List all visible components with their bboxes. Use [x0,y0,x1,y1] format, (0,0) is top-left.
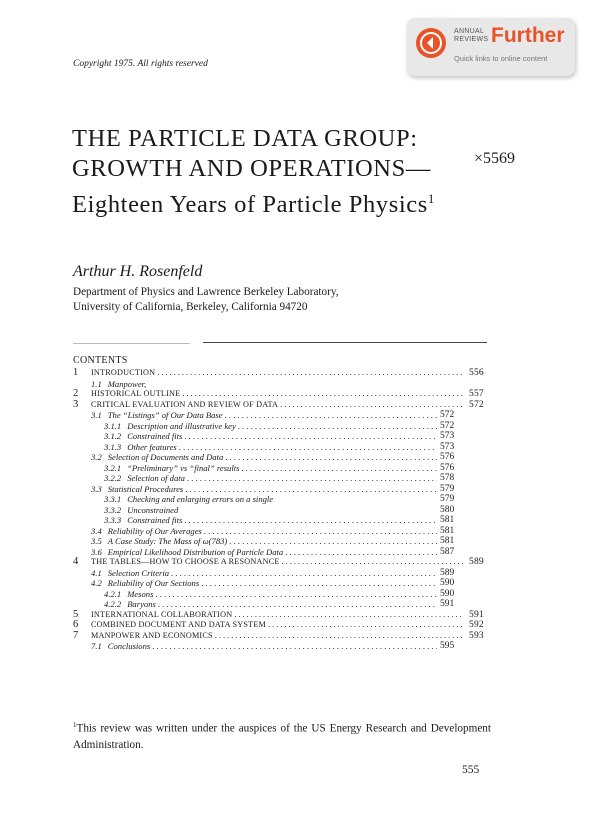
toc-page-number: 581 [437,526,454,536]
toc-entry-text: Unconstrained [127,504,179,515]
toc-entry[interactable] [73,431,493,442]
toc-entry-text: Reliability of Our Sections [107,578,200,588]
toc-entry[interactable] [73,463,493,474]
toc-entry-text: MANPOWER AND ECONOMICS [91,630,213,640]
footnote-text: This review was written under the auspices of the US Energy Research and Development Administration. [73,722,491,751]
toc-entry-title [91,368,463,378]
toc-subsection-number: 3.1 [91,410,102,420]
toc-entry[interactable] [73,389,493,400]
toc-entry[interactable] [73,368,493,379]
toc-entry-text: CRITICAL EVALUATION AND REVIEW OF DATA [91,399,279,409]
toc-subsection-number: 3.1.1 [104,420,122,431]
toc-section-number: 6 [73,619,79,630]
toc-entry-text: INTERNATIONAL COLLABORATION [91,609,233,619]
toc-entry-text: HISTORICAL OUTLINE [91,389,181,398]
toc-subsection-number: 3.3 [91,483,102,494]
toc-page-number: 587 [437,547,454,557]
arrow-left-icon [416,28,446,58]
divider-long [203,342,487,343]
toc-page-number: 591 [437,599,454,609]
toc-subsection-number: 4.2.2 [104,599,122,609]
toc-entry[interactable] [73,442,493,453]
document-id: ×5569 [474,150,516,167]
toc-page-number: 572 [437,410,454,420]
article-title-text: THE PARTICLE DATA GROUP: GROWTH AND OPERATIONS—Eighteen Years of Particle Physics [72,125,431,219]
toc-entry-text: Other features [127,441,177,452]
toc-entry-title [91,410,437,420]
toc-entry-text: Empirical Likelihood Distribution of Particle Data [107,546,284,557]
toc-entry-title [91,526,437,536]
toc-entry-title [91,578,437,588]
toc-subsection-number: 3.3.2 [104,504,122,515]
toc-page-number: 591 [466,610,484,620]
contents-heading: CONTENTS [73,355,128,366]
toc-page-number: 576 [437,452,454,462]
toc-subsection-number: 3.2.1 [104,462,122,473]
toc-page-number: 576 [437,463,454,473]
toc-subsection-number: 4.1 [91,567,102,578]
toc-entry[interactable] [73,526,493,537]
toc-entry[interactable] [73,641,493,652]
toc-page-number: 557 [466,389,484,399]
toc-subsection-number: 4.2.1 [104,588,122,599]
toc-entry-title [104,473,437,483]
toc-entry-text: Constrained fits [127,515,183,525]
toc-page-number: 593 [466,631,484,641]
toc-entry[interactable] [73,536,493,547]
badge-subtitle: Quick links to online content [454,54,548,63]
toc-subsection-number: 7.1 [91,641,102,651]
toc-page-number: 573 [437,431,454,441]
toc-entry-title [104,421,437,431]
toc-entry[interactable] [73,410,493,421]
affiliation-line1: Department of Physics and Lawrence Berkeley Laboratory, [73,286,339,298]
toc-entry[interactable] [73,452,493,463]
badge-line2: REVIEWS [454,36,489,43]
toc-entry-title [104,599,437,609]
toc-entry[interactable] [73,494,493,505]
toc-section-number: 5 [73,608,79,620]
further-badge[interactable] [407,18,575,76]
toc-entry-title [91,641,437,651]
toc-section-number: 2 [73,388,79,399]
toc-section-number: 1 [73,367,79,378]
toc-entry-text: Constrained fits [127,431,183,441]
toc-entry[interactable] [73,505,493,516]
toc-entry-text: Selection of data [127,473,185,483]
toc-entry-title [104,431,437,441]
footnote-mark: 1 [73,721,77,729]
toc-entry-title [91,610,463,620]
toc-entry-text: Mesons [127,588,154,599]
toc-entry-title [91,452,437,462]
affiliation-line2: University of California, Berkeley, California 94720 [73,301,308,313]
badge-brand: Further [491,24,565,47]
footnote [73,717,491,753]
toc-entry[interactable] [73,473,493,484]
toc-page-number: 590 [437,589,454,599]
toc-page-number: 579 [437,484,454,494]
toc-entry-text: COMBINED DOCUMENT AND DATA SYSTEM [91,620,267,629]
toc-page-number: 556 [466,368,484,378]
toc-entry-text: Description and illustrative key [127,420,236,431]
badge-publisher [454,28,488,44]
toc-subsection-number: 3.1.3 [104,441,122,452]
toc-entry-title [91,389,463,399]
toc-entry[interactable] [73,610,493,621]
toc-page-number: 572 [466,400,484,410]
toc-entry-text: “Preliminary” vs “final” results [127,462,240,473]
toc-entry-text: Selection Criteria [107,567,170,578]
toc-subsection-number: 3.4 [91,525,102,536]
toc-page-number: 589 [437,568,454,578]
toc-subsection-number: 3.2 [91,452,102,462]
toc-entry[interactable] [73,599,493,610]
toc-entry-title [104,494,437,504]
toc-entry-title [91,620,463,630]
toc-section-number: 4 [73,556,79,567]
table-of-contents [73,368,493,652]
toc-entry[interactable] [73,568,493,579]
toc-subsection-number: 3.5 [91,536,102,546]
toc-section-number: 7 [73,629,79,641]
toc-entry-text: Manpower, [107,378,147,389]
toc-entry[interactable] [73,421,493,432]
author-name: Arthur H. Rosenfeld [73,263,203,280]
toc-page-number: 579 [437,494,454,504]
toc-page-number: 578 [437,473,454,483]
toc-entry-title [91,631,463,641]
toc-entry-title [104,515,437,525]
article-title [72,124,472,220]
toc-entry-text: Statistical Procedures [107,483,184,494]
toc-entry-title [104,442,437,452]
toc-page-number: 595 [437,641,454,651]
badge-line1: ANNUAL [454,28,485,35]
copyright-notice: Copyright 1975. All rights reserved [73,59,208,69]
toc-entry-title [91,557,463,567]
toc-entry-title [104,463,437,473]
toc-entry-title [91,536,437,546]
toc-entry-title [104,505,437,515]
toc-entry-title [91,484,437,494]
toc-entry[interactable] [73,379,493,390]
toc-page-number: 580 [437,505,454,515]
divider-short [73,343,190,344]
toc-entry-text: Reliability of Our Averages [107,525,202,536]
toc-entry-text: The “Listings” of Our Data Base [107,410,223,420]
toc-entry[interactable] [73,578,493,589]
toc-section-number: 3 [73,398,79,410]
toc-entry-text: A Case Study: The Mass of ω(783) [107,536,228,546]
toc-page-number: 572 [437,421,454,431]
toc-page-number: 589 [466,557,484,567]
toc-subsection-number: 3.3.3 [104,515,122,525]
toc-page-number: 581 [437,536,454,546]
title-footnote-mark[interactable]: 1 [427,191,435,206]
toc-page-number: 573 [437,442,454,452]
toc-entry-text: INTRODUCTION [91,368,156,377]
toc-entry[interactable] [73,515,493,526]
toc-entry[interactable] [73,547,493,558]
toc-page-number: 581 [437,515,454,525]
toc-entry-title [91,568,437,578]
toc-subsection-number: 3.3.1 [104,494,122,504]
toc-entry[interactable] [73,557,493,568]
toc-entry-text: Checking and enlarging errors on a single [127,494,274,504]
toc-entry[interactable] [73,589,493,600]
toc-entry[interactable] [73,400,493,411]
author-affiliation [73,285,339,315]
toc-entry-title [104,589,437,599]
toc-subsection-number: 4.2 [91,578,102,588]
toc-entry[interactable] [73,631,493,642]
toc-subsection-number: 3.6 [91,546,102,557]
toc-page-number: 590 [437,578,454,588]
toc-entry[interactable] [73,620,493,631]
toc-entry-title [91,400,463,410]
toc-subsection-number: 1.1 [91,378,102,389]
toc-entry-title [91,379,437,389]
toc-subsection-number: 3.2.2 [104,473,122,483]
toc-entry-text: THE TABLES—HOW TO CHOOSE A RESONANCE [91,557,280,566]
page-number: 555 [462,764,480,776]
toc-entry-text: Baryons [127,599,156,609]
toc-entry-text: Selection of Documents and Data [107,452,224,462]
toc-page-number: 592 [466,620,484,630]
toc-entry-text: Conclusions [107,641,151,651]
toc-entry[interactable] [73,484,493,495]
toc-entry-title [91,547,437,557]
toc-subsection-number: 3.1.2 [104,431,122,441]
